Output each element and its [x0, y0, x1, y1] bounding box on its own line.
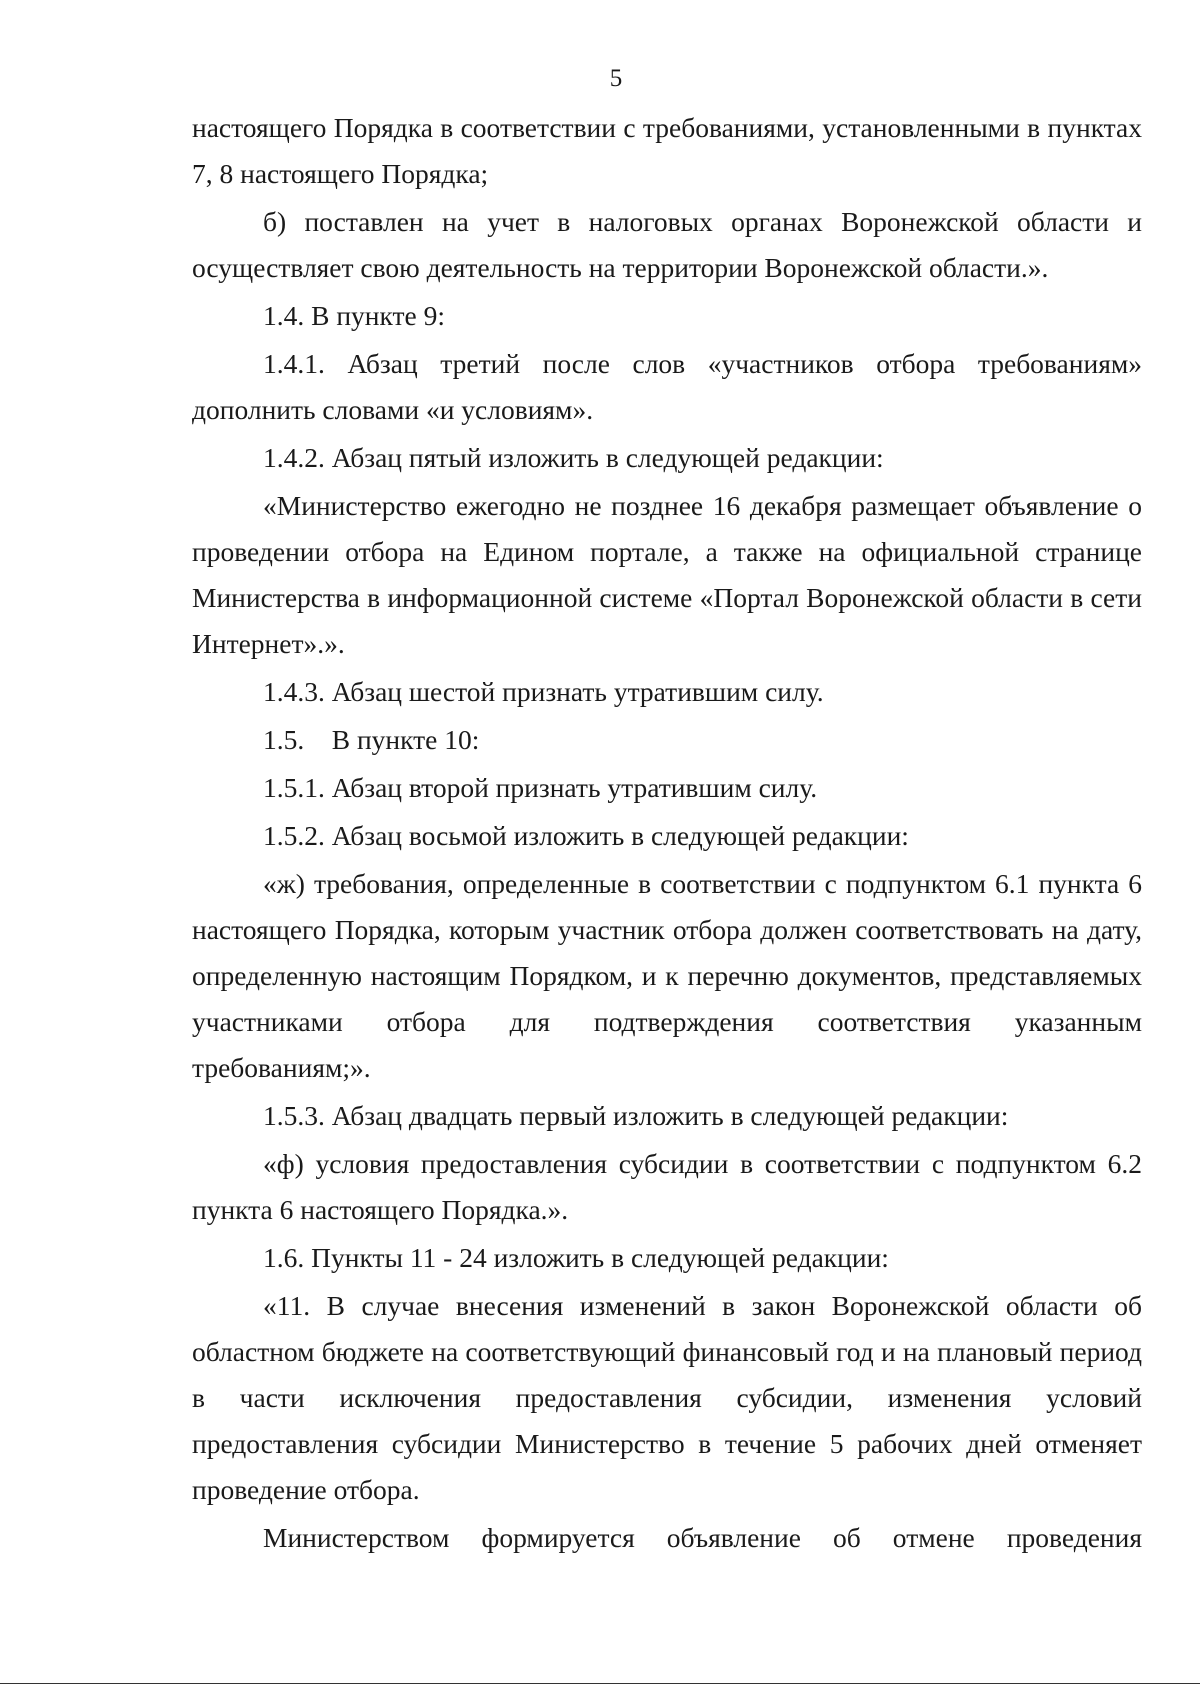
paragraph-1-6: 1.6. Пункты 11 - 24 изложить в следующей редакции:	[263, 1242, 889, 1273]
page-number: 5	[609, 65, 623, 92]
paragraph-ministry-announcement: Министерством формируется объявление об отмене проведения	[263, 1522, 1142, 1553]
paragraph-1-4-2: 1.4.2. Абзац пятый изложить в следующей редакции:	[263, 442, 884, 473]
paragraph-1-4-3: 1.4.3. Абзац шестой признать утратившим силу.	[263, 676, 824, 707]
paragraph-1-4: 1.4. В пункте 9:	[263, 300, 446, 331]
paragraph-continuation: настоящего Порядка в соответствии с требованиями, установленными в пунктах 7, 8 настоящего Порядка;	[192, 112, 1142, 189]
paragraph-1-4-1: 1.4.1. Абзац третий после слов «участников отбора требованиям» дополнить словами «и условиям».	[192, 348, 1142, 425]
paragraph-quote-f: «ф) условия предоставления субсидии в соответствии с подпунктом 6.2 пункта 6 настоящего Порядка.».	[192, 1148, 1142, 1225]
document-body	[192, 105, 1142, 1561]
paragraph-quote-11: «11. В случае внесения изменений в закон Воронежской области об областном бюджете на соответствующий финансовый год и на плановый период в части исключения предоставления субсидии, изменения условий предоставления субсидии Министерство в течение 5 рабочих дней отменяет проведение отбора.	[192, 1290, 1142, 1505]
page-bottom-rule	[0, 1683, 1200, 1684]
paragraph-1-5-1: 1.5.1. Абзац второй признать утратившим силу.	[263, 772, 818, 803]
paragraph-quote-zh: «ж) требования, определенные в соответствии с подпунктом 6.1 пункта 6 настоящего Порядка, которым участник отбора должен соответствовать на дату, определенную настоящим Порядком, и к перечню документов, представляемых участниками отбора для подтверждения соответствия указанным требованиям;».	[192, 868, 1142, 1083]
paragraph-1-5-2: 1.5.2. Абзац восьмой изложить в следующей редакции:	[263, 820, 909, 851]
paragraph-1-5-3: 1.5.3. Абзац двадцать первый изложить в следующей редакции:	[263, 1100, 1009, 1131]
paragraph-subitem-b: б) поставлен на учет в налоговых органах Воронежской области и осуществляет свою деятельность на территории Воронежской области.».	[192, 206, 1142, 283]
paragraph-1-5: 1.5. В пункте 10:	[263, 724, 480, 755]
paragraph-quote-ministry: «Министерство ежегодно не позднее 16 декабря размещает объявление о проведении отбора на Едином портале, а также на официальной странице Министерства в информационной системе «Портал Воронежской области в сети Интернет».».	[192, 490, 1142, 659]
